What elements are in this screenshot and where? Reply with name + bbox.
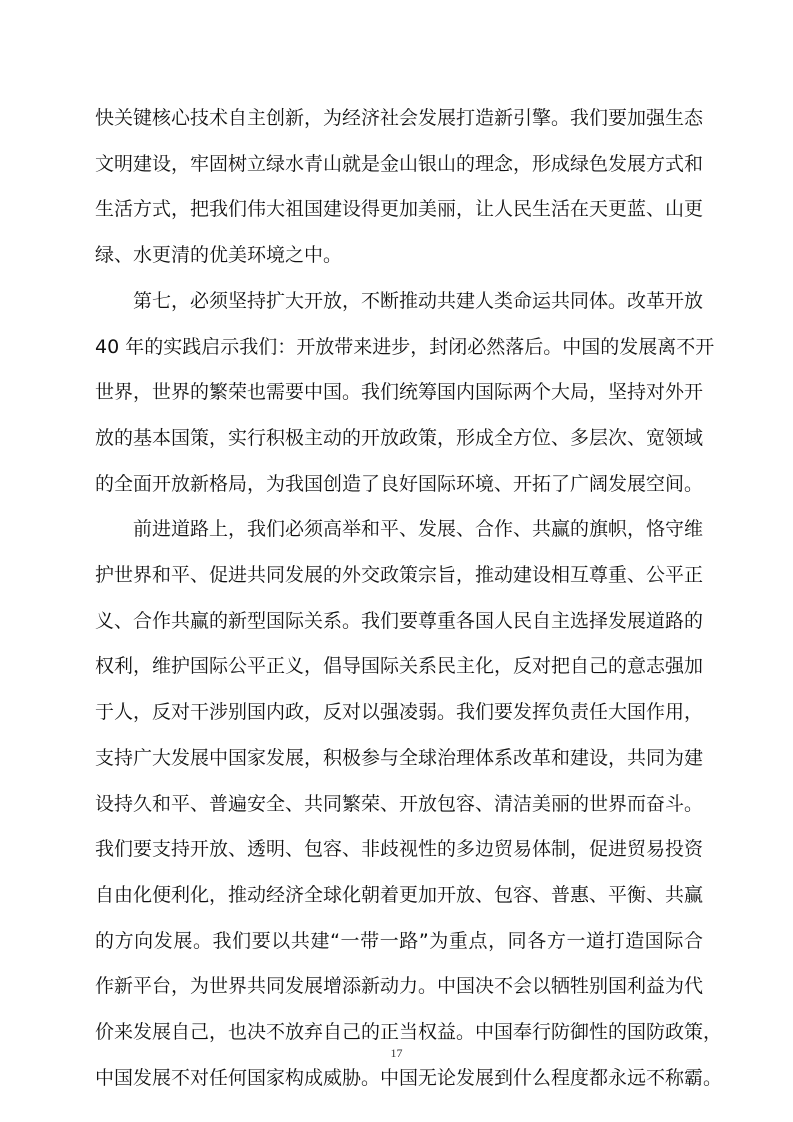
text-line-20: 作新平台，为世界共同发展增添新动力。中国决不会以牺牲别国利益为代 bbox=[95, 975, 704, 997]
text-line-16: 设持久和平、普遍安全、共同繁荣、开放包容、清洁美丽的世界而奋斗。 bbox=[95, 793, 704, 815]
text-line-15: 支持广大发展中国家发展，积极参与全球治理体系改革和建设，共同为建 bbox=[95, 747, 704, 769]
text-line-1: 快关键核心技术自主创新，为经济社会发展打造新引擎。我们要加强生态 bbox=[95, 107, 704, 129]
text-line-3: 生活方式，把我们伟大祖国建设得更加美丽，让人民生活在天更蓝、山更 bbox=[95, 198, 704, 220]
page-number: 17 bbox=[390, 1046, 403, 1060]
text-line-4: 绿、水更清的优美环境之中。 bbox=[95, 244, 343, 266]
text-line-14: 于人，反对干涉别国内政，反对以强凌弱。我们要发挥负责任大国作用， bbox=[95, 701, 704, 723]
text-line-10: 前进道路上，我们必须高举和平、发展、合作、共赢的旗帜，恪守维 bbox=[95, 518, 704, 540]
text-line-13: 权利，维护国际公平正义，倡导国际关系民主化，反对把自己的意志强加 bbox=[95, 655, 704, 677]
text-line-11: 护世界和平、促进共同发展的外交政策宗旨，推动建设相互尊重、公平正 bbox=[95, 564, 704, 586]
text-line-22: 中国发展不对任何国家构成威胁。中国无论发展到什么程度都永远不称霸。 bbox=[95, 1067, 723, 1089]
text-line-6: 40 年的实践启示我们：开放带来进步，封闭必然落后。中国的发展离不开 bbox=[95, 336, 715, 358]
text-line-5: 第七，必须坚持扩大开放，不断推动共建人类命运共同体。改革开放 bbox=[95, 290, 704, 312]
text-line-21: 价来发展自己，也决不放弃自己的正当权益。中国奉行防御性的国防政策， bbox=[95, 1021, 723, 1043]
text-line-7: 世界，世界的繁荣也需要中国。我们统筹国内国际两个大局，坚持对外开 bbox=[95, 381, 704, 403]
text-line-19: 的方向发展。我们要以共建“一带一路”为重点，同各方一道打造国际合 bbox=[95, 930, 703, 952]
text-line-9: 的全面开放新格局，为我国创造了良好国际环境、开拓了广阔发展空间。 bbox=[95, 473, 704, 495]
text-line-2: 文明建设，牢固树立绿水青山就是金山银山的理念，形成绿色发展方式和 bbox=[95, 153, 704, 175]
text-line-17: 我们要支持开放、透明、包容、非歧视性的多边贸易体制，促进贸易投资 bbox=[95, 838, 704, 860]
text-line-8: 放的基本国策，实行积极主动的开放政策，形成全方位、多层次、宽领域 bbox=[95, 427, 704, 449]
text-line-12: 义、合作共赢的新型国际关系。我们要尊重各国人民自主选择发展道路的 bbox=[95, 610, 704, 632]
text-line-18: 自由化便利化，推动经济全球化朝着更加开放、包容、普惠、平衡、共赢 bbox=[95, 884, 704, 906]
